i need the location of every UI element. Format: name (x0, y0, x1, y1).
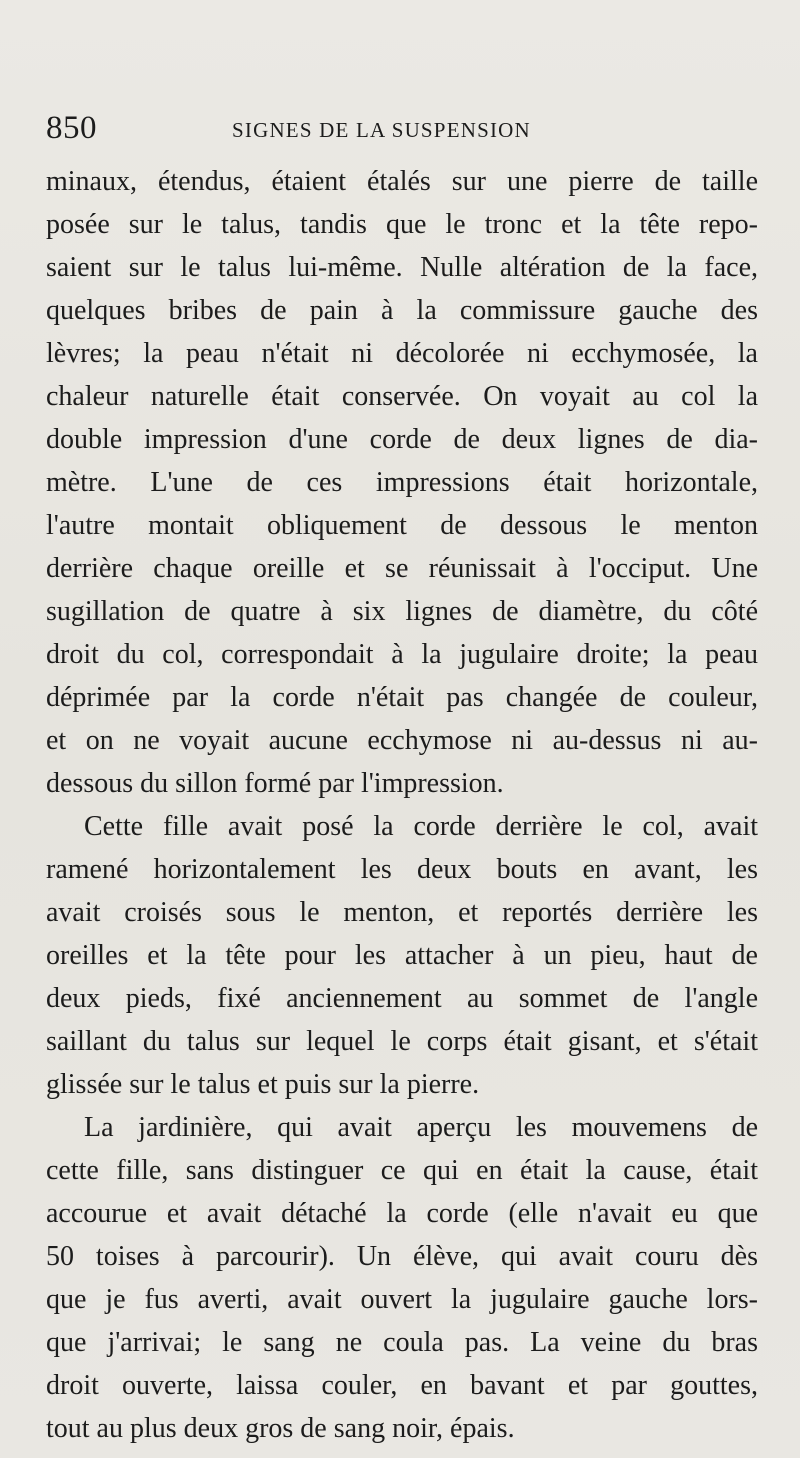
text-line: deux pieds, fixé anciennement au sommet de l'angle (46, 983, 758, 1014)
paragraph-end-line: dessous du sillon formé par l'impression. (46, 768, 504, 799)
text-line: saient sur le talus lui-même. Nulle altération de la face, (46, 252, 758, 283)
paragraph-start-line: La jardinière, qui avait aperçu les mouvemens de (84, 1112, 758, 1143)
text-line: minaux, étendus, étaient étalés sur une pierre de taille (46, 166, 758, 197)
text-line: l'autre montait obliquement de dessous le menton (46, 510, 758, 541)
text-line: quelques bribes de pain à la commissure gauche des (46, 295, 758, 326)
text-line: double impression d'une corde de deux lignes de dia- (46, 424, 758, 455)
page-number: 850 (46, 110, 97, 146)
text-line: posée sur le talus, tandis que le tronc et la tête repo- (46, 209, 758, 240)
text-line: sugillation de quatre à six lignes de diamètre, du côté (46, 596, 758, 627)
text-line: 50 toises à parcourir). Un élève, qui avait couru dès (46, 1241, 758, 1272)
text-line: accourue et avait détaché la corde (elle n'avait eu que (46, 1198, 758, 1229)
text-line: oreilles et la tête pour les attacher à un pieu, haut de (46, 940, 758, 971)
page-header (46, 110, 746, 150)
text-line: droit ouverte, laissa couler, en bavant et par gouttes, (46, 1370, 758, 1401)
running-head: SIGNES DE LA SUSPENSION (232, 118, 531, 142)
text-line: chaleur naturelle était conservée. On voyait au col la (46, 381, 758, 412)
text-line: avait croisés sous le menton, et reportés derrière les (46, 897, 758, 928)
text-line: que je fus averti, avait ouvert la jugulaire gauche lors- (46, 1284, 758, 1315)
text-line: déprimée par la corde n'était pas changée de couleur, (46, 682, 758, 713)
paragraph-start-line: Cette fille avait posé la corde derrière le col, avait (84, 811, 758, 842)
text-line: droit du col, correspondait à la jugulaire droite; la peau (46, 639, 758, 670)
body-text (46, 160, 758, 1450)
paragraph-end-line: glissée sur le talus et puis sur la pierre. (46, 1069, 480, 1100)
paragraph-end-line: tout au plus deux gros de sang noir, épais. (46, 1413, 515, 1444)
text-line: derrière chaque oreille et se réunissait à l'occiput. Une (46, 553, 758, 584)
text-line: et on ne voyait aucune ecchymose ni au-dessus ni au- (46, 725, 758, 756)
text-line: mètre. L'une de ces impressions était horizontale, (46, 467, 758, 498)
text-line: cette fille, sans distinguer ce qui en était la cause, était (46, 1155, 758, 1186)
text-line: ramené horizontalement les deux bouts en avant, les (46, 854, 758, 885)
text-line: saillant du talus sur lequel le corps était gisant, et s'était (46, 1026, 758, 1057)
text-line: que j'arrivai; le sang ne coula pas. La veine du bras (46, 1327, 758, 1358)
text-line: lèvres; la peau n'était ni décolorée ni ecchymosée, la (46, 338, 758, 369)
